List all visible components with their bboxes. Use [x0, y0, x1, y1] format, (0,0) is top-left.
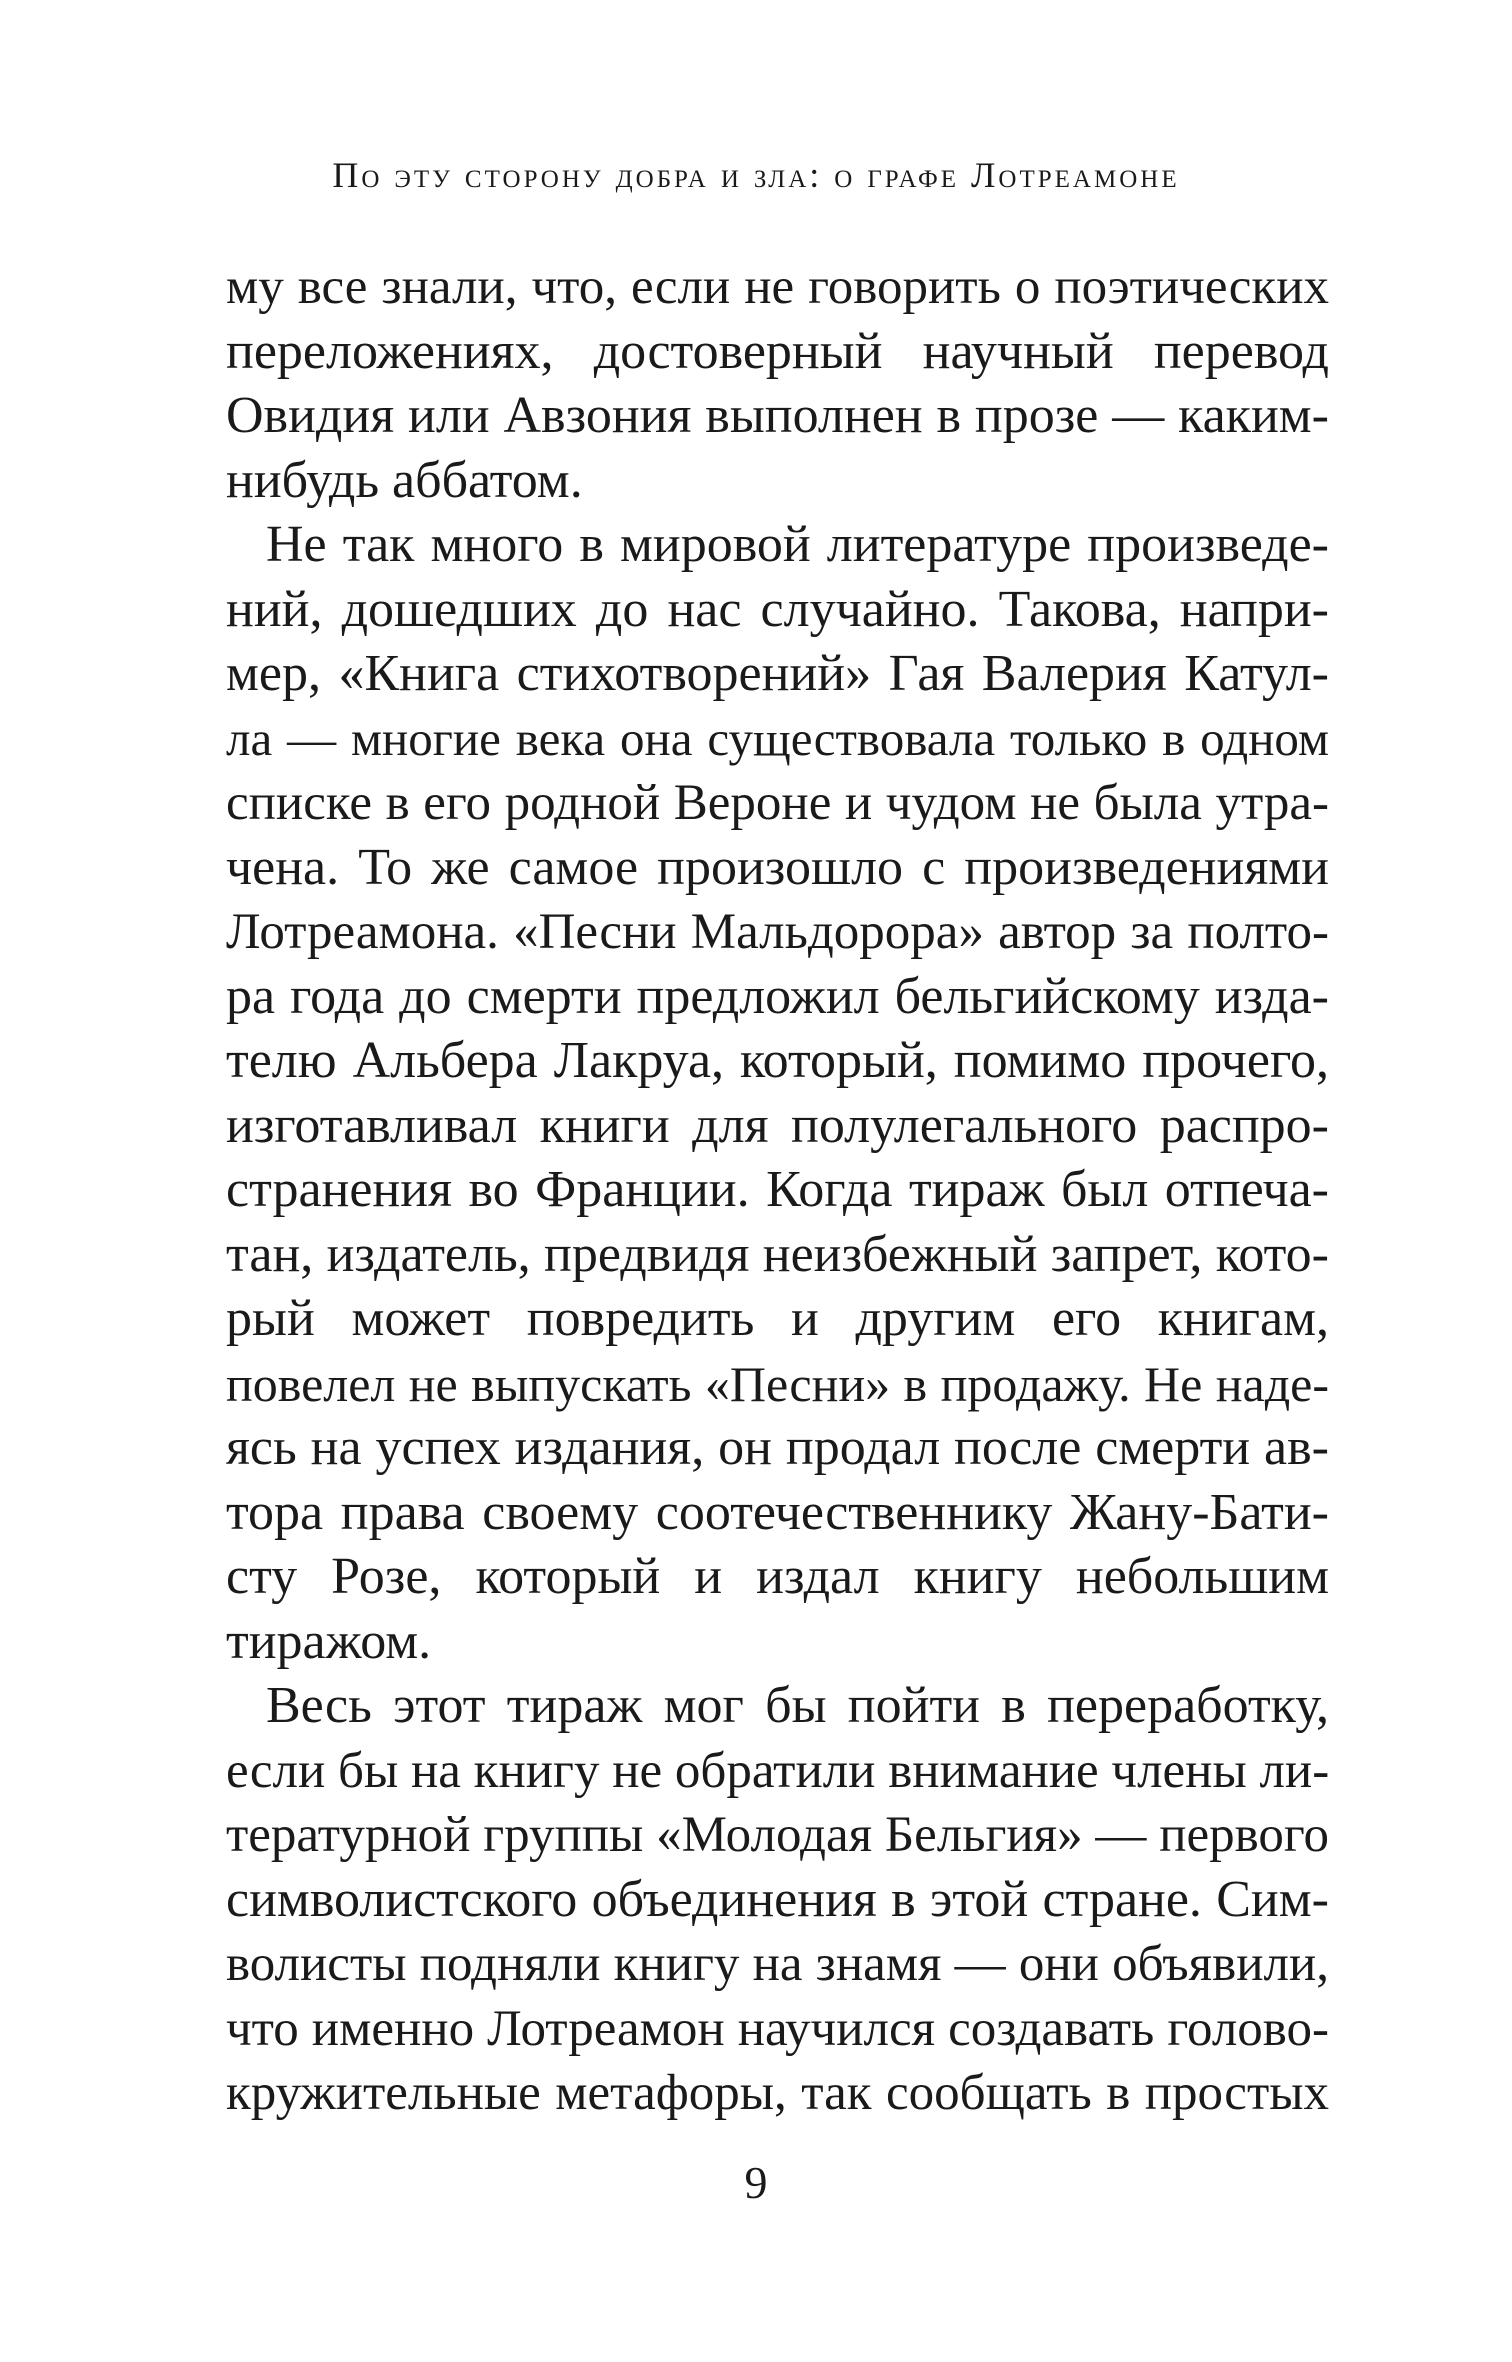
text-line: что именно Лотреамон научился создавать голово-	[226, 2000, 1329, 2057]
text-line: тературной группы «Молодая Бельгия» — первого	[226, 1807, 1329, 1863]
text-line: му все знали, что, если не говорить о поэтических	[226, 259, 1329, 315]
text-line: чена. То же самое произошло с произведениями	[226, 838, 1329, 896]
text-line: телю Альбера Лакруа, который, помимо прочего,	[226, 1032, 1329, 1089]
text-line: тора права своему соотечественнику Жану-Бати-	[226, 1483, 1329, 1541]
text-line: ний, дошедших до нас случайно. Такова, напри-	[226, 580, 1329, 638]
text-line: сту Розе, который и издал книгу небольшим	[226, 1548, 1329, 1605]
text-line: изготавливал книги для полулегального распро-	[226, 1096, 1329, 1154]
running-head: По эту сторону добра и зла: о графе Лотреамоне	[332, 155, 1180, 195]
text-line: переложениях, достоверный научный перевод	[226, 322, 1329, 380]
body-text	[226, 255, 1329, 2126]
text-line: Весь этот тираж мог бы пойти в переработку,	[266, 1677, 1329, 1734]
text-line: повелел не выпускать «Песни» в продажу. Не наде-	[226, 1355, 1329, 1412]
text-line: Лотреамона. «Песни Мальдорора» автор за полто-	[226, 904, 1329, 960]
text-line: символистского объединения в этой стране. Сим-	[226, 1870, 1329, 1928]
text-line: Не так много в мировой литературе произведе-	[266, 516, 1329, 573]
text-line: если бы на книгу не обратили внимание члены ли-	[226, 1742, 1330, 1799]
text-line: волисты подняли книгу на знамя — они объявили,	[226, 1936, 1329, 1992]
text-line: рый может повредить и другим его книгам,	[226, 1290, 1329, 1347]
text-line: кружительные метафоры, так сообщать в простых	[226, 2065, 1329, 2121]
page-number: 9	[744, 2157, 768, 2208]
text-line: Овидия или Авзония выполнен в прозе — каким-	[226, 387, 1329, 444]
text-line: ясь на успех издания, он продал после смерти ав-	[226, 1419, 1329, 1476]
text-line: тиражом.	[226, 1612, 432, 1670]
text-line: списке в его родной Вероне и чудом не была утра-	[226, 775, 1329, 831]
text-line: тан, издатель, предвидя неизбежный запрет, кото-	[226, 1225, 1329, 1283]
text-line: странения во Франции. Когда тираж был отпеча-	[226, 1161, 1329, 1218]
text-line: ла — многие века она существовала только в одном	[226, 710, 1329, 766]
text-line: нибудь аббатом.	[226, 451, 583, 509]
text-line: мер, «Книга стихотворений» Гая Валерия Катул-	[226, 645, 1329, 702]
text-line: ра года до смерти предложил бельгийскому изда-	[226, 967, 1329, 1025]
